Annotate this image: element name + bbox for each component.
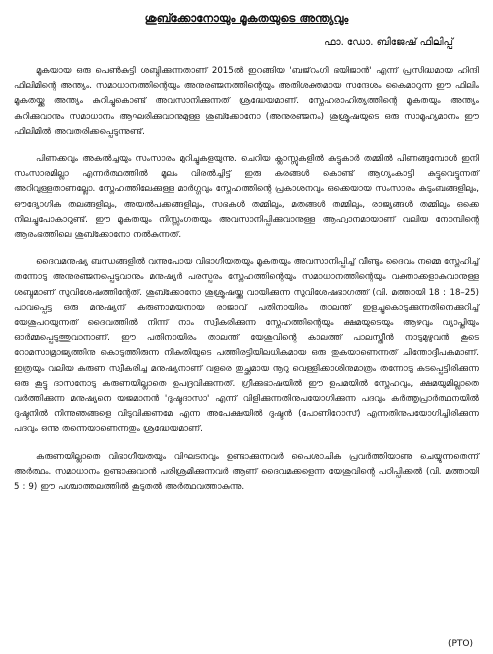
paragraph-4: കരുണയില്ലാതെ വിഭാഗീയതയും വിഘടനവും ഉണ്ടാക്കുന്നവർ പൈശാചിക പ്രവർത്തിയാണു ചെയ്യുന്നതെന്ന് അർത്ഥം. സമാധാനം ഉണ്ടാക്കുവാൻ പരിശ്രമിക്കുന്നവർ ആണ് ദൈവമക്കളെന്ന യേശുവിന്റെ പഠിപ്പിക്കൽ (വി. മത്തായി 5 : 9) ഈ പശ്ചാത്തലത്തിൽ കൂടുതൽ അർത്ഥവത്താകുന്നു.: [14, 451, 479, 493]
paragraph-2: പിണക്കവും അകൽച്ചയും സംസാരം മുറിച്ചുകളയുന്നു. ചെറിയ ക്ലാസ്സുകളിൽ കുട്ടുകാർ തമ്മിൽ പിണങ്ങുമ്പോൾ ഇനി സംസാരമില്ലാ എന്നർത്ഥത്തിൽ മൂലം വിരൽച്ചിട്ട് ഇരു കരങ്ങൾ കൊണ്ട് ആഗ്യംകാട്ടി കുട്ടുവെട്ടുന്നത് അറിവുള്ളതാണല്ലോ. സ്നേഹത്തിലേക്കുള്ള മാർഗ്ഗവും സ്നേഹത്തിന്റെ പ്രകാശനവും ഒക്കെയായ സംസാരം കുടുംബങ്ങളിലും, ഔദ്യോഗിക തലങ്ങളിലും, അയൽപക്കങ്ങളിലും, സഭകൾ തമ്മിലും, മതങ്ങൾ തമ്മിലും, രാജ്യങ്ങൾ തമ്മിലും ഒക്കെ നിലച്ചുപോകാറുണ്ട്. ഈ മൂകതയും നിസ്സംഗതയും അവസാനിപ്പിക്കുവാനുള്ള ആഹ്വാനമായാണ് വലിയ നോമ്പിന്റെ ആരംഭത്തിലെ ശുബ്ക്കോനോ നൽകുന്നത്.: [14, 154, 479, 241]
pto-note: (PTO): [447, 639, 473, 649]
paragraph-3: ദൈവമനുഷ്യ ബന്ധങ്ങളിൽ വന്നുപോയ വിഭാഗീയതയും മൂകതയും അവസാനിപ്പിച്ച് വീണ്ടും ദൈവം നമ്മെ സ്നേഹിച്ച് തന്നോടു അനുരഞ്ജനപ്പെടുവാനും മനുഷ്യർ പരസ്പരം സ്നേഹത്തിന്റെയും സമാധാനത്തിന്റെയും വക്താക്കളാകുവാനുള്ള ശബ്ദമാണ് സുവിശേഷത്തിന്റേത്. ശുബ്ക്കോനോ ശുശ്രൂഷയ്ക്കു വായിക്കുന്ന സുവിശേഷഭാഗത്ത് (വി. മത്തായി 18 : 18–25) പാവപ്പെട്ട ഒരു മനുഷ്യന് കരുണാമയനായ രാജാവ് പതിനായിരം താലന്ത് ഇളച്ചുകൊടുക്കുന്നതിനെക്കുറിച്ച് യേശുപറയുന്നത് ദൈവത്തിൽ നിന്ന് നാം സ്വീകരിക്കുന്ന സ്നേഹത്തിന്റെയും ക്ഷമയുടെയും ആഴവും വ്യാപ്തിയും ഓർമ്മപ്പെടുത്തുവാനാണ്. ഈ പതിനായിരം താലന്ത് യേശുവിന്റെ കാലത്ത് പാലസ്തീൻ നാടുമുഴുവൻ കൂടെ റോമസാമ്രാജ്യത്തിനു കൊടുത്തിരുന്ന നികുതിയുടെ പത്തിരട്ടിയിലധികമായ ഒരു തുകയാണെന്നത് ചിന്തോദ്ദീപകമാണ്. ഇത്രയും വലിയ കരുണ സ്വീകരിച്ച മനുഷ്യനാണ് വളരെ തുച്ഛമായ നൂറു വെള്ളിക്കാശിനുമാത്രം തന്നോടു കടപ്പെട്ടിരിക്കുന്ന ഒരു കൂട്ടു ദാസനോടു കരുണയില്ലാതെ ഉപദ്രവിക്കുന്നത്. ഗ്രീക്കുഭാഷയിൽ ഈ ഉപമയിൽ സ്നേഹവും, ക്ഷമയുമില്ലാതെ വർത്തിക്കുന്ന മനുഷ്യനെ യജമാനൻ 'ദുഷ്ടദാസാ' എന്ന് വിളിക്കുന്നതിനുപയോഗിക്കുന്ന പദവും കർത്തൃപ്രാർത്ഥനയിൽ ദുഷ്ടനിൽ നിന്നുഞങ്ങളെ വിടുവിക്കണമേ എന്ന അപേക്ഷയിൽ ദുഷ്ടൻ (പോണിറോസ്) എന്നതിനുപയോഗിച്ചിരിക്കുന്ന പദവും ഒന്നു തന്നെയാണെന്നതും ശ്രദ്ധേയമാണ്.: [14, 257, 479, 435]
document-title: ശുബ്ക്കോനോയും മൂകതയുടെ അന്ത്യവും: [144, 11, 349, 25]
paragraph-1: മൂകയായ ഒരു പെൺകുട്ടി ശബ്ദിക്കുന്നതാണ് 2015ൽ ഇറങ്ങിയ 'ബജ്‌റംഗി ഭയിജാൻ' എന്ന് പ്രസിദ്ധമായ ഹിന്ദി ഫിലിമിന്റെ അന്ത്യം. സമാധാനത്തിന്റെയും അനുരഞ്ജനത്തിന്റെയും അതിശക്തമായ സന്ദേശം കൈമാറുന്ന ഈ ഫിലിം മൂകതയ്ക്കു അന്ത്യം കുറിച്ചുകൊണ്ട് അവസാനിക്കുന്നത് ശ്രദ്ധേയമാണ്. സ്നേഹരാഹിത്യത്തിന്റെ മൂകതയും അന്ത്യം കുറിക്കുവാനും സമാധാനം ആഘരിക്കുവാനുമുള്ള ശുബ്ക്കോനോ (അനുരഞ്ജനം) ശുശ്രൂഷയുടെ ഒരു സാമൂഹ്യമാനം ഈ ഫിലിമിൽ അവതരിക്കപ്പെടുന്നുണ്ട്.: [14, 66, 479, 137]
author-line: ഫാ. ഡോ. ബിജേഷ് ഫിലിപ്പ്: [324, 37, 453, 48]
